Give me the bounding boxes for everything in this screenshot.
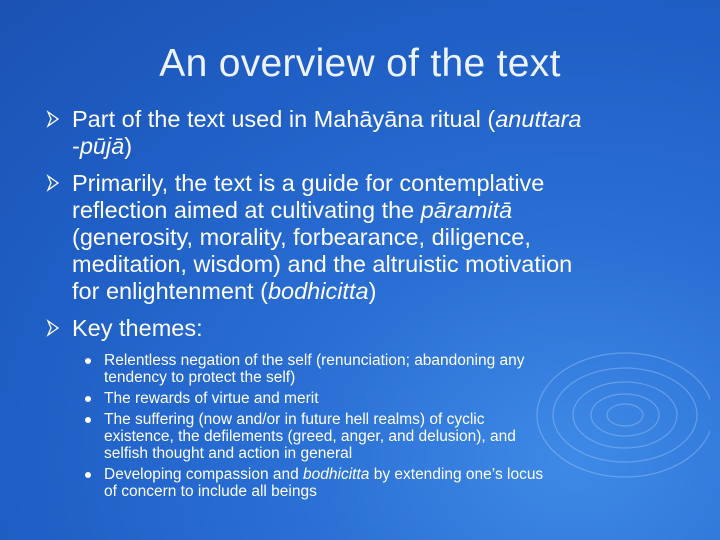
bullet-line: -pūjā) [72, 133, 133, 159]
sub-bullet-item: Relentless negation of the self (renunciation; abandoning any tendency to protect the self) [104, 352, 696, 386]
bullet-item [46, 106, 696, 160]
sub-bullet-item: Developing compassion and bodhicitta by extending one’s locus of concern to include all beings [104, 466, 696, 500]
bullet-line: (generosity, morality, forbearance, diligence, [72, 224, 531, 250]
bullet-line: Part of the text used in Mahāyāna ritual (anuttara [72, 106, 582, 132]
bullet-list [46, 106, 696, 500]
sub-bullet-list [46, 352, 696, 500]
bullet-item [46, 315, 696, 342]
bullet-line: Primarily, the text is a guide for contemplative [72, 170, 545, 196]
sub-bullet-item: The suffering (now and/or in future hell realms) of cyclic existence, the defilements (greed, anger, and delusion), and selfish thought and action in general [104, 411, 696, 462]
dot-bullet-icon [85, 417, 91, 423]
sub-bullet-item: The rewards of virtue and merit [104, 390, 696, 407]
arrow-bullet-icon [46, 319, 60, 337]
arrow-bullet-icon [46, 174, 60, 192]
bullet-line: for enlightenment (bodhicitta) [72, 278, 377, 304]
bullet-line: Key themes: [72, 315, 203, 341]
dot-bullet-icon [85, 472, 91, 478]
arrow-bullet-icon [46, 110, 60, 128]
bullet-line: reflection aimed at cultivating the pāramitā [72, 197, 513, 223]
bullet-item [46, 170, 696, 305]
dot-bullet-icon [85, 396, 91, 402]
dot-bullet-icon [85, 358, 91, 364]
bullet-line: meditation, wisdom) and the altruistic motivation [72, 251, 573, 277]
slide-title: An overview of the text [159, 42, 561, 85]
